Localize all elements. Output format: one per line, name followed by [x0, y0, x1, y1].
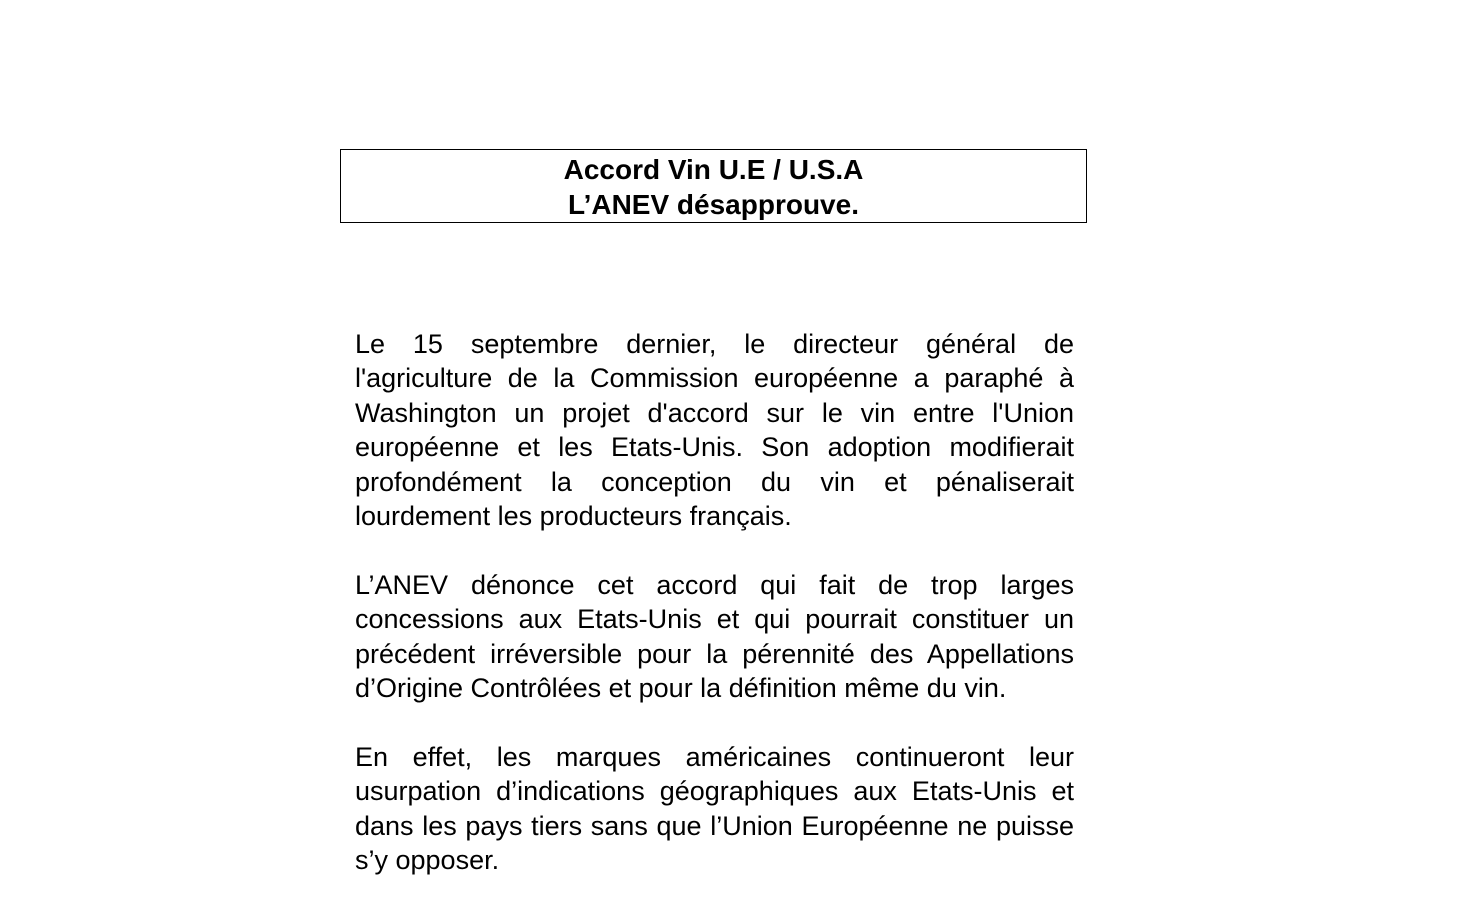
document-title-box: [340, 149, 1087, 223]
paragraph-3: En effet, les marques américaines continueront leur usurpation d’indications géographiques aux Etats-Unis et dans les pays tiers sans que l’Union Européenne ne puisse s’y opposer.: [355, 741, 1074, 876]
document-subtitle: L’ANEV désapprouve.: [568, 189, 859, 220]
document-title: Accord Vin U.E / U.S.A: [563, 154, 864, 185]
paragraph-2: L’ANEV dénonce cet accord qui fait de trop larges concessions aux Etats-Unis et qui pourrait constituer un précédent irréversible pour la pérennité des Appellations d’Origine Contrôlées et pour la définition même du vin.: [355, 569, 1074, 704]
document-body: [355, 327, 1074, 912]
paragraph-1: Le 15 septembre dernier, le directeur général de l'agriculture de la Commission européenne a paraphé à Washington un projet d'accord sur le vin entre l'Union européenne et les Etats-Unis. Son adoption modifierait profondément la conception du vin et pénaliserait lourdement les producteurs français.: [355, 329, 1074, 532]
